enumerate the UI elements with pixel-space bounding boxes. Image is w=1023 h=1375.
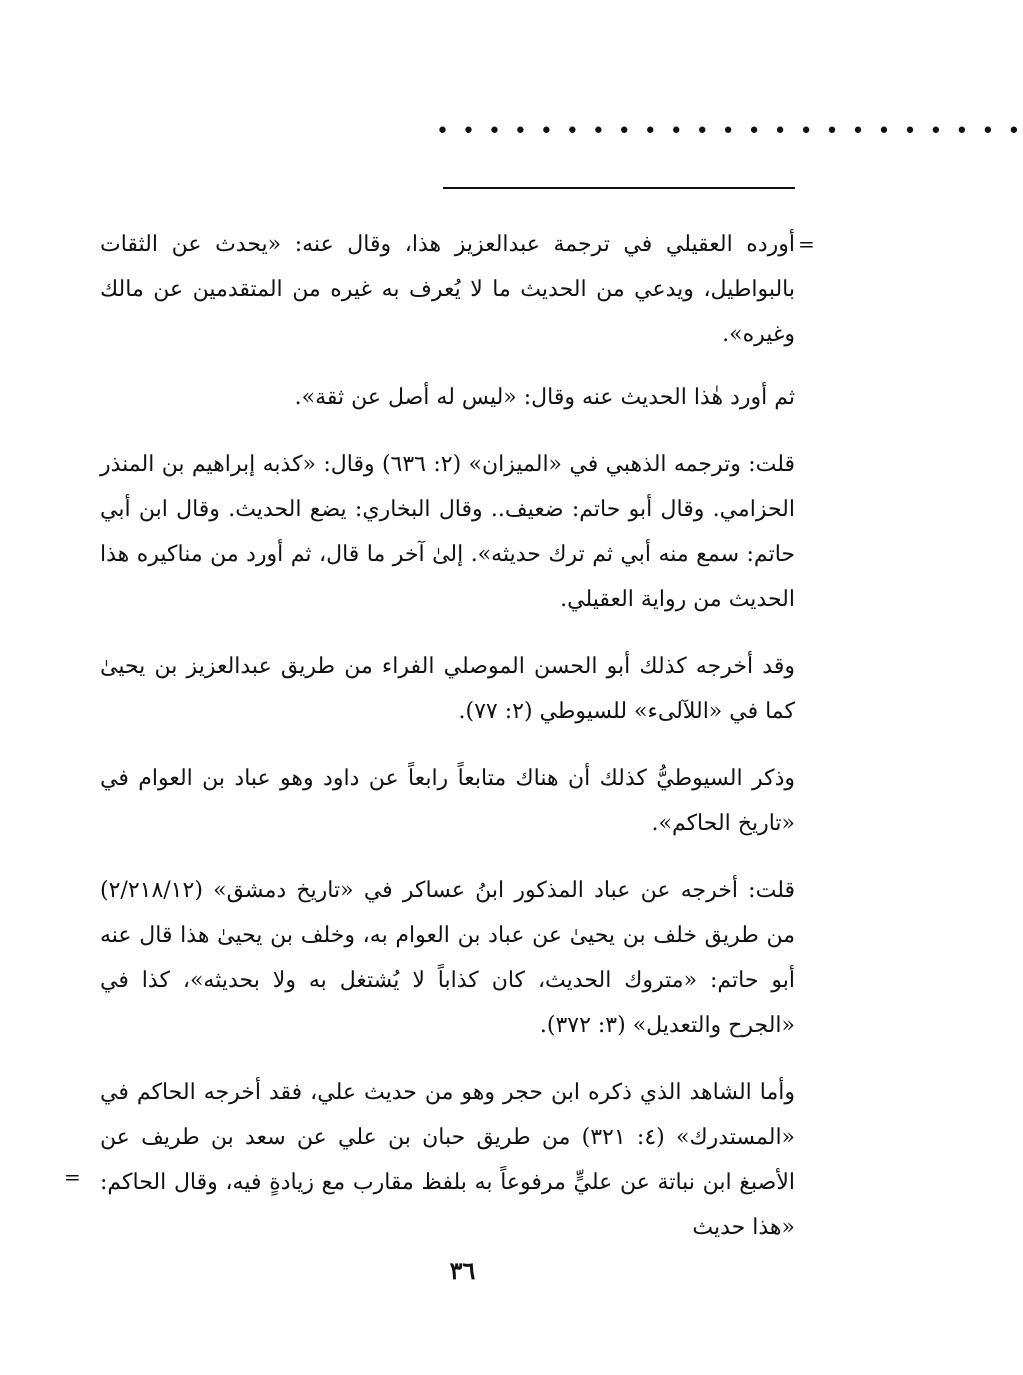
ornamental-dot-divider: • • • • • • • • • • • • • • • • • • • • • • •: [436, 119, 1023, 144]
footnote-paragraph-2: ثم أورد هٰذا الحديث عنه وقال: «ليس له أصل عن ثقة».: [294, 385, 795, 410]
footnote-separator-rule: [443, 187, 795, 189]
footnote-continuation-marker-end: =: [64, 1165, 81, 1189]
footnote-body: [100, 222, 795, 1272]
footnote-paragraph-5: وذكر السيوطيُّ كذلك أن هناك متابعاً رابعاً عن داود وهو عباد بن العوام في «تاريخ الحاكم».: [100, 766, 795, 836]
footnote-paragraph-1: أورده العقيلي في ترجمة عبدالعزيز هذا، وقال عنه: «يحدث عن الثقات بالبواطيل، ويدعي من الحديث ما لا يُعرف به غيره من المتقدمين عن مالك وغيره».: [100, 232, 795, 347]
footnote-paragraph-4: وقد أخرجه كذلك أبو الحسن الموصلي الفراء من طريق عبدالعزيز بن يحيىٰ كما في «اللآلىء» للسيوطي (٢: ٧٧).: [100, 654, 795, 724]
page-number: ٣٦: [449, 1256, 476, 1285]
footnote-continuation-marker-start: =: [798, 232, 815, 256]
footnote-paragraph-7: وأما الشاهد الذي ذكره ابن حجر وهو من حديث علي، فقد أخرجه الحاكم في «المستدرك» (٤: ٣٢١) من طريق حبان بن علي عن سعد بن طريف عن الأصبغ ابن نباتة عن عليٍّ مرفوعاً به بلفظ مقارب مع زيادةٍ فيه، وقال الحاكم: «هذا حديث: [100, 1080, 796, 1240]
footnote-paragraph-6: قلت: أخرجه عن عباد المذكور ابنُ عساكر في «تاريخ دمشق» (٢/٢١٨/١٢) من طريق خلف بن يحيىٰ عن عباد بن العوام به، وخلف بن يحيىٰ هذا قال عنه أبو حاتم: «متروك الحديث، كان كذاباً لا يُشتغل به ولا بحديثه»، كذا في «الجرح والتعديل» (٣: ٣٧٢).: [100, 878, 795, 1038]
footnote-paragraph-3: قلت: وترجمه الذهبي في «الميزان» (٢: ٦٣٦) وقال: «كذبه إبراهيم بن المنذر الحزامي. وقال أبو حاتم: ضعيف.. وقال البخاري: يضع الحديث. وقال ابن أبي حاتم: سمع منه أبي ثم ترك حديثه». إلىٰ آخر ما قال، ثم أورد من مناكيره هذا الحديث من رواية العقيلي.: [100, 452, 796, 612]
